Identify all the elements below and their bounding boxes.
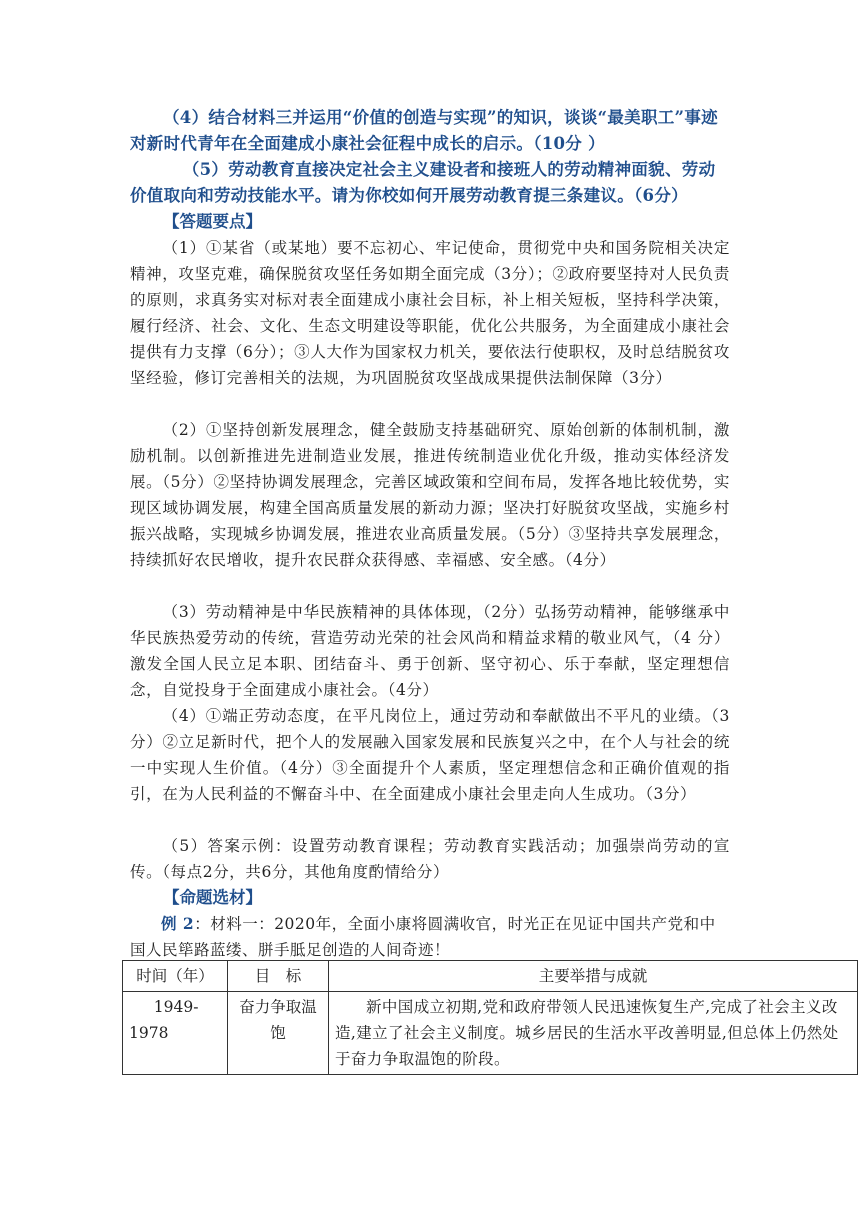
- answer-2: （2）①坚持创新发展理念，健全鼓励支持基础研究、原始创新的体制机制，激励机制。以创新推进先进制造业发展，推进传统制造业优化升级，推动实体经济发展。（5分）②坚持协调发展理念，完善区域政策和空间布局，发挥各地比较优势，实现区域协调发展，构建全国高质量发展的新动力源；坚决打好脱贫攻坚战，实施乡村振兴战略，实现城乡协调发展，推进农业高质量发展。（5分）③坚持共享发展理念，持续抓好农民增收，提升农民群众获得感、幸福感、安全感。（4分）: [130, 421, 730, 569]
- header-goal: 目 标: [228, 961, 329, 992]
- example-text: ：材料一：2020年，全面小康将圆满收官，时光正在见证中国共产党和中国人民筚路蓝缕、胼手胝足创造的人间奇迹！: [130, 915, 716, 959]
- example-2-intro: [130, 911, 730, 963]
- header-time: 时间（年）: [123, 961, 228, 992]
- row-time: 1949-1978: [123, 992, 228, 1075]
- header-measures: 主要举措与成就: [329, 961, 858, 992]
- answer-points-heading: 【答题要点】: [163, 212, 262, 231]
- question-4: （4）结合材料三并运用“价值的创造与实现”的知识，谈谈“最美职工”事迹对新时代青年在全面建成小康社会征程中成长的启示。（10分 ）: [130, 108, 718, 153]
- question-5: （5）劳动教育直接决定社会主义建设者和接班人的劳动精神面貌、劳动价值取向和劳动技能水平。请为你校如何开展劳动教育提三条建议。（6分）: [130, 160, 716, 205]
- answer-3: （3）劳动精神是中华民族精神的具体体现，（2分）弘扬劳动精神，能够继承中华民族热爱劳动的传统，营造劳动光荣的社会风尚和精益求精的敬业风气，（4 分）激发全国人民立足本职、团结奋斗、勇于创新、坚守初心、乐于奉献，坚定理想信念，自觉投身于全面建成小康社会。（4分）: [130, 603, 730, 699]
- answer-4: （4）①端正劳动态度，在平凡岗位上，通过劳动和奉献做出不平凡的业绩。（3分）②立足新时代，把个人的发展融入国家发展和民族复兴之中，在个人与社会的统一中实现人生价值。（4分）③全面提升个人素质，坚定理想信念和正确价值观的指引，在为人民利益的不懈奋斗中、在全面建成小康社会里走向人生成功。（3分）: [130, 707, 730, 803]
- row-measures: 新中国成立初期,党和政府带领人民迅速恢复生产,完成了社会主义改造,建立了社会主义制度。城乡居民的生活水平改善明显,但总体上仍然处于奋力争取温饱的阶段。: [329, 992, 858, 1075]
- material-heading: 【命题选材】: [163, 888, 262, 907]
- achievements-table: [122, 960, 858, 1075]
- row-goal: 奋力争取温饱: [228, 992, 329, 1075]
- table-row: [123, 992, 858, 1075]
- example-label: 例 2: [161, 914, 195, 933]
- table-header-row: [123, 961, 858, 992]
- answer-5: （5）答案示例：设置劳动教育课程；劳动教育实践活动；加强崇尚劳动的宣传。（每点2分，共6分，其他角度酌情给分）: [130, 837, 730, 881]
- answer-1: （1）①某省（或某地）要不忘初心、牢记使命，贯彻党中央和国务院相关决定精神，攻坚克难，确保脱贫攻坚任务如期全面完成（3分）；②政府要坚持对人民负责的原则，求真务实对标对表全面建成小康社会目标，补上相关短板，坚持科学决策，履行经济、社会、文化、生态文明建设等职能，优化公共服务，为全面建成小康社会提供有力支撑（6分）；③人大作为国家权力机关，要依法行使职权，及时总结脱贫攻坚经验，修订完善相关的法规，为巩固脱贫攻坚战成果提供法制保障（3分）: [130, 239, 730, 387]
